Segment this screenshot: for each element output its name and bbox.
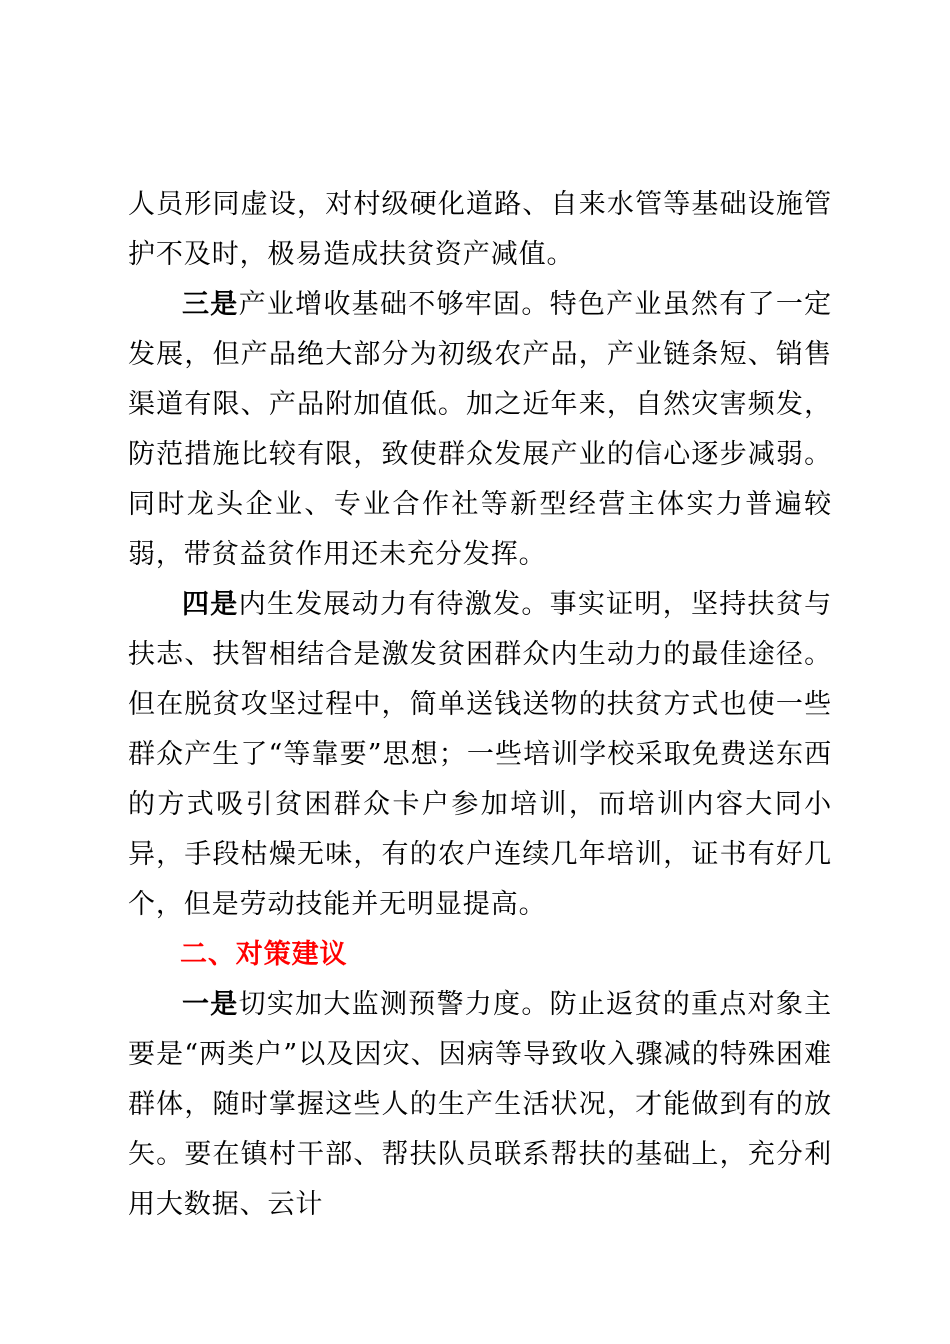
paragraph-point-one — [128, 980, 832, 1230]
paragraph-text: 人员形同虚设，对村级硬化道路、自来水管等基础设施管护不及时，极易造成扶贫资产减值。 — [128, 189, 832, 270]
paragraph-lead: 三是 — [182, 289, 239, 320]
paragraph-text: 产业增收基础不够牢固。特色产业虽然有了一定发展，但产品绝大部分为初级农产品，产业链条短、销售渠道有限、产品附加值低。加之近年来，自然灾害频发，防范措施比较有限，致使群众发展产业的信心逐步减弱。同时龙头企业、专业合作社等新型经营主体实力普遍较弱，带贫益贫作用还未充分发挥。 — [128, 289, 832, 570]
paragraph-point-three — [128, 280, 832, 580]
paragraph-point-four — [128, 580, 832, 930]
paragraph-text: 切实加大监测预警力度。防止返贫的重点对象主要是“两类户”以及因灾、因病等导致收入骤减的特殊困难群体，随时掌握这些人的生产生活状况，才能做到有的放矢。要在镇村干部、帮扶队员联系帮扶的基础上，充分利用大数据、云计 — [128, 989, 832, 1220]
document-body — [128, 180, 832, 1230]
paragraph-lead: 四是 — [182, 589, 239, 620]
paragraph-lead: 一是 — [182, 989, 239, 1020]
paragraph-continuation — [128, 180, 832, 280]
section-heading: 二、对策建议 — [180, 939, 348, 970]
paragraph-text: 内生发展动力有待激发。事实证明，坚持扶贫与扶志、扶智相结合是激发贫困群众内生动力的最佳途径。但在脱贫攻坚过程中，简单送钱送物的扶贫方式也使一些群众产生了“等靠要”思想；一些培训学校采取免费送东西的方式吸引贫困群众卡户参加培训，而培训内容大同小异，手段枯燥无味，有的农户连续几年培训，证书有好几个，但是劳动技能并无明显提高。 — [128, 589, 832, 920]
